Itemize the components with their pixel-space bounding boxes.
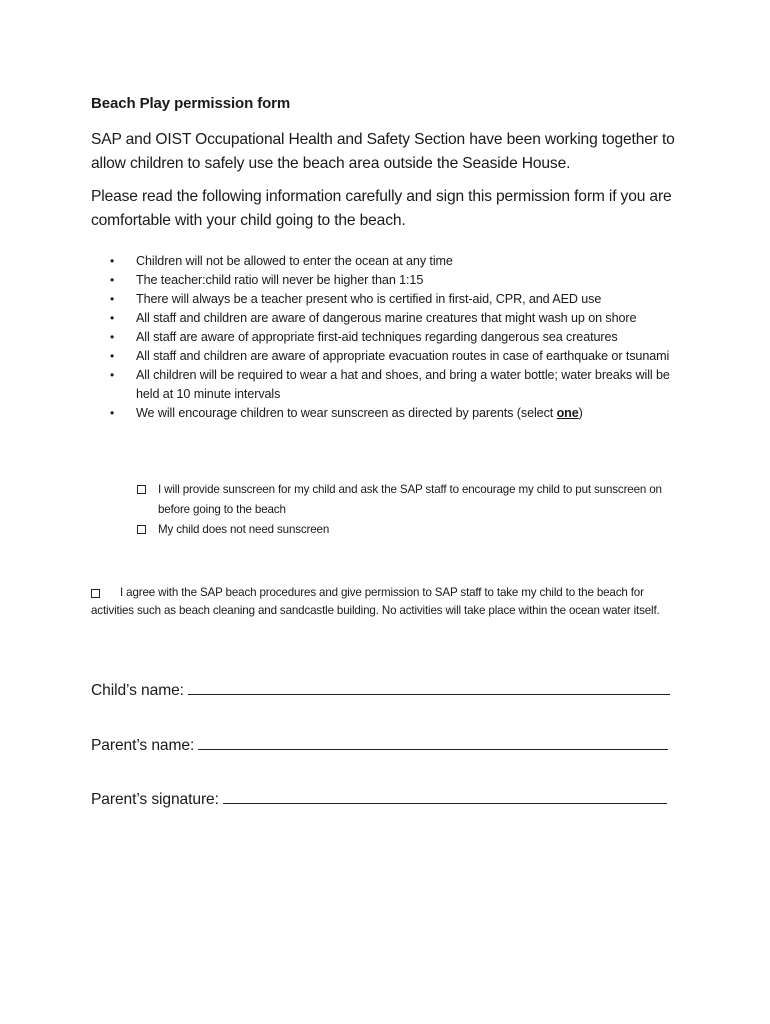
list-item (110, 328, 680, 347)
parent-name-field (91, 734, 668, 757)
bullet-icon: • (110, 330, 115, 344)
list-item-text: All children will be required to wear a hat and shoes, and bring a water bottle; water breaks will be held at 10 minute intervals (136, 368, 670, 401)
sunscreen-options (137, 480, 677, 540)
sunscreen-option-provide (137, 480, 677, 520)
list-item (110, 252, 680, 271)
bullet-icon: • (110, 311, 115, 325)
sunscreen-rule-before: We will encourage children to wear sunscreen as directed by parents (select (136, 406, 557, 420)
list-item-text: All staff are aware of appropriate first-aid techniques regarding dangerous sea creatures (136, 330, 618, 344)
parent-signature-label: Parent’s signature: (91, 791, 219, 808)
list-item-text: Children will not be allowed to enter the ocean at any time (136, 254, 453, 268)
list-item (110, 366, 680, 404)
list-item (110, 404, 680, 423)
intro-paragraph: SAP and OIST Occupational Health and Safety Section have been working together to allow children to safely use the beach area outside the Seaside House. (91, 131, 675, 172)
safety-rules-list (110, 252, 680, 423)
bullet-icon: • (110, 292, 115, 306)
sunscreen-rule-text (136, 406, 583, 420)
child-name-input[interactable] (188, 679, 670, 695)
parent-name-label: Parent’s name: (91, 737, 195, 754)
list-item (110, 290, 680, 309)
agreement-text: I agree with the SAP beach procedures and give permission to SAP staff to take my child to the beach for activities such as beach cleaning and sandcastle building. No activities will take place within the ocean water itself. (91, 586, 660, 617)
sunscreen-none-label: My child does not need sunscreen (158, 523, 330, 536)
agreement-section (91, 584, 681, 620)
parent-signature-field (91, 788, 667, 811)
sunscreen-provide-checkbox[interactable] (137, 485, 146, 494)
bullet-icon: • (110, 273, 115, 287)
list-item (110, 271, 680, 290)
sunscreen-rule-after: ) (578, 406, 583, 420)
list-item-text: All staff and children are aware of appropriate evacuation routes in case of earthquake or tsunami (136, 349, 670, 363)
list-item-text: The teacher:child ratio will never be higher than 1:15 (136, 273, 424, 287)
bullet-icon: • (110, 254, 115, 268)
parent-signature-input[interactable] (223, 788, 667, 804)
instructions-paragraph: Please read the following information carefully and sign this permission form if you are comfortable with your child going to the beach. (91, 188, 672, 229)
list-item (110, 309, 680, 328)
bullet-icon: • (110, 349, 115, 363)
agreement-checkbox[interactable] (91, 589, 100, 598)
list-item-text: All staff and children are aware of dangerous marine creatures that might wash up on shore (136, 311, 637, 325)
bullet-icon: • (110, 406, 115, 420)
child-name-label: Child’s name: (91, 682, 184, 699)
child-name-field (91, 679, 670, 702)
bullet-icon: • (110, 368, 115, 382)
sunscreen-rule-emphasis: one (556, 406, 579, 420)
sunscreen-option-none (137, 520, 677, 540)
form-title: Beach Play permission form (91, 95, 291, 112)
list-item (110, 347, 680, 366)
sunscreen-none-checkbox[interactable] (137, 525, 146, 534)
parent-name-input[interactable] (198, 734, 668, 750)
sunscreen-provide-label: I will provide sunscreen for my child and ask the SAP staff to encourage my child to put sunscreen on before going to the beach (158, 483, 662, 516)
list-item-text: There will always be a teacher present who is certified in first-aid, CPR, and AED use (136, 292, 602, 306)
